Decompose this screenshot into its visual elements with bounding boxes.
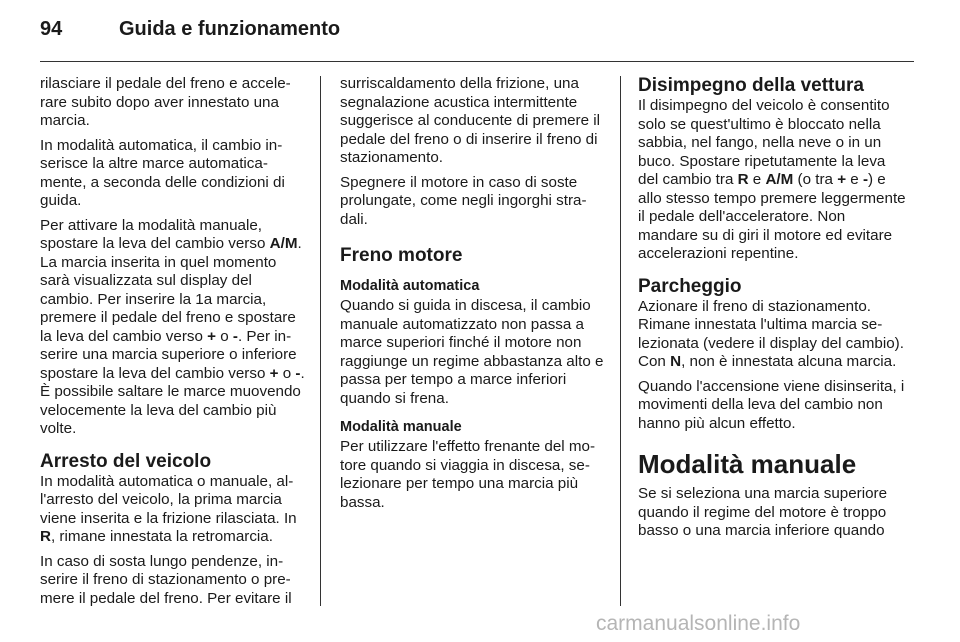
subheading-modalita-automatica: Modalità automatica <box>340 278 480 294</box>
column-2 <box>340 75 608 518</box>
watermark: carmanualsonline.info <box>596 612 801 635</box>
paragraph: Per attivare la modalità manuale, spostare la leva del cambio verso A/M. La marcia inserita in quel momento sarà visualizzata sul display del cambio. Per inserire la 1a marcia, premere il pedale del freno e spostare la leva del cambio verso + o -. Per inserire una marcia superiore o inferiore spostare la leva del cambio verso + o -. È possibile saltare le marce muovendo velocemente la leva del cambio più volte. <box>40 216 305 437</box>
section-heading-arresto: Arresto del veicolo <box>40 450 212 472</box>
paragraph: Per utilizzare l'effetto frenante del motore quando si viaggia in discesa, selezionare per tempo una marcia più bassa. <box>340 438 596 511</box>
paragraph: Quando l'accensione viene disinserita, i movimenti della leva del cambio non hanno più alcun effetto. <box>638 377 905 432</box>
paragraph: Il disimpegno del veicolo è consentito solo se quest'ultimo è bloccato nella sabbia, nel fango, nella neve o in un buco. Spostare ripetutamente la leva del cambio tra R e A/M (o tra + e -) e allo stesso tempo premere leggermente il pedale dell'acceleratore. Non mandare su di giri il motore ed evitare accelerazioni repentine. <box>638 97 906 262</box>
page-title: Guida e funzionamento <box>119 18 341 40</box>
section-heading-disimpegno: Disimpegno della vettura <box>638 75 864 96</box>
chapter-heading-modalita-manuale: Modalità manuale <box>638 449 857 479</box>
section-heading-parcheggio: Parcheggio <box>638 275 742 297</box>
header-divider <box>40 61 914 62</box>
column-1 <box>40 75 308 614</box>
paragraph: Quando si guida in discesa, il cambio manuale automatizzato non passa a marce superiori finché il motore non raggiunge un regime abbastanza alto e passa per tempo a marce inferiori quando si frena. <box>340 297 604 407</box>
column-3 <box>638 75 906 547</box>
paragraph: Azionare il freno di stazionamento. Rimane innestata l'ultima marcia selezionata (vedere il display del cambio). Con N, non è innestata alcuna marcia. <box>638 297 904 370</box>
paragraph: In caso di sosta lungo pendenze, inserire il freno di stazionamento o premere il pedale del freno. Per evitare il <box>40 552 292 607</box>
paragraph: rilasciare il pedale del freno e accelerare subito dopo aver innestato una marcia. <box>40 75 291 129</box>
paragraph: Se si seleziona una marcia superiore quando il regime del motore è troppo basso o una marcia inferiore quando <box>638 485 888 539</box>
column-divider-2 <box>620 76 621 606</box>
paragraph: In modalità automatica, il cambio inserisce la altre marce automaticamente, a seconda delle condizioni di guida. <box>40 136 285 209</box>
paragraph: In modalità automatica o manuale, all'arresto del veicolo, la prima marcia viene inserita e la frizione rilasciata. In R, rimane innestata la retromarcia. <box>40 472 297 545</box>
paragraph: Spegnere il motore in caso di soste prolungate, come negli ingorghi stradali. <box>340 173 587 228</box>
page-header <box>40 18 920 50</box>
column-divider-1 <box>320 76 321 606</box>
page-number: 94 <box>40 18 63 40</box>
subheading-modalita-manuale: Modalità manuale <box>340 419 462 435</box>
paragraph: surriscaldamento della frizione, una segnalazione acustica intermittente suggerisce al conducente di premere il pedale del freno o di inserire il freno di stazionamento. <box>340 75 601 166</box>
section-heading-freno-motore: Freno motore <box>340 245 463 266</box>
